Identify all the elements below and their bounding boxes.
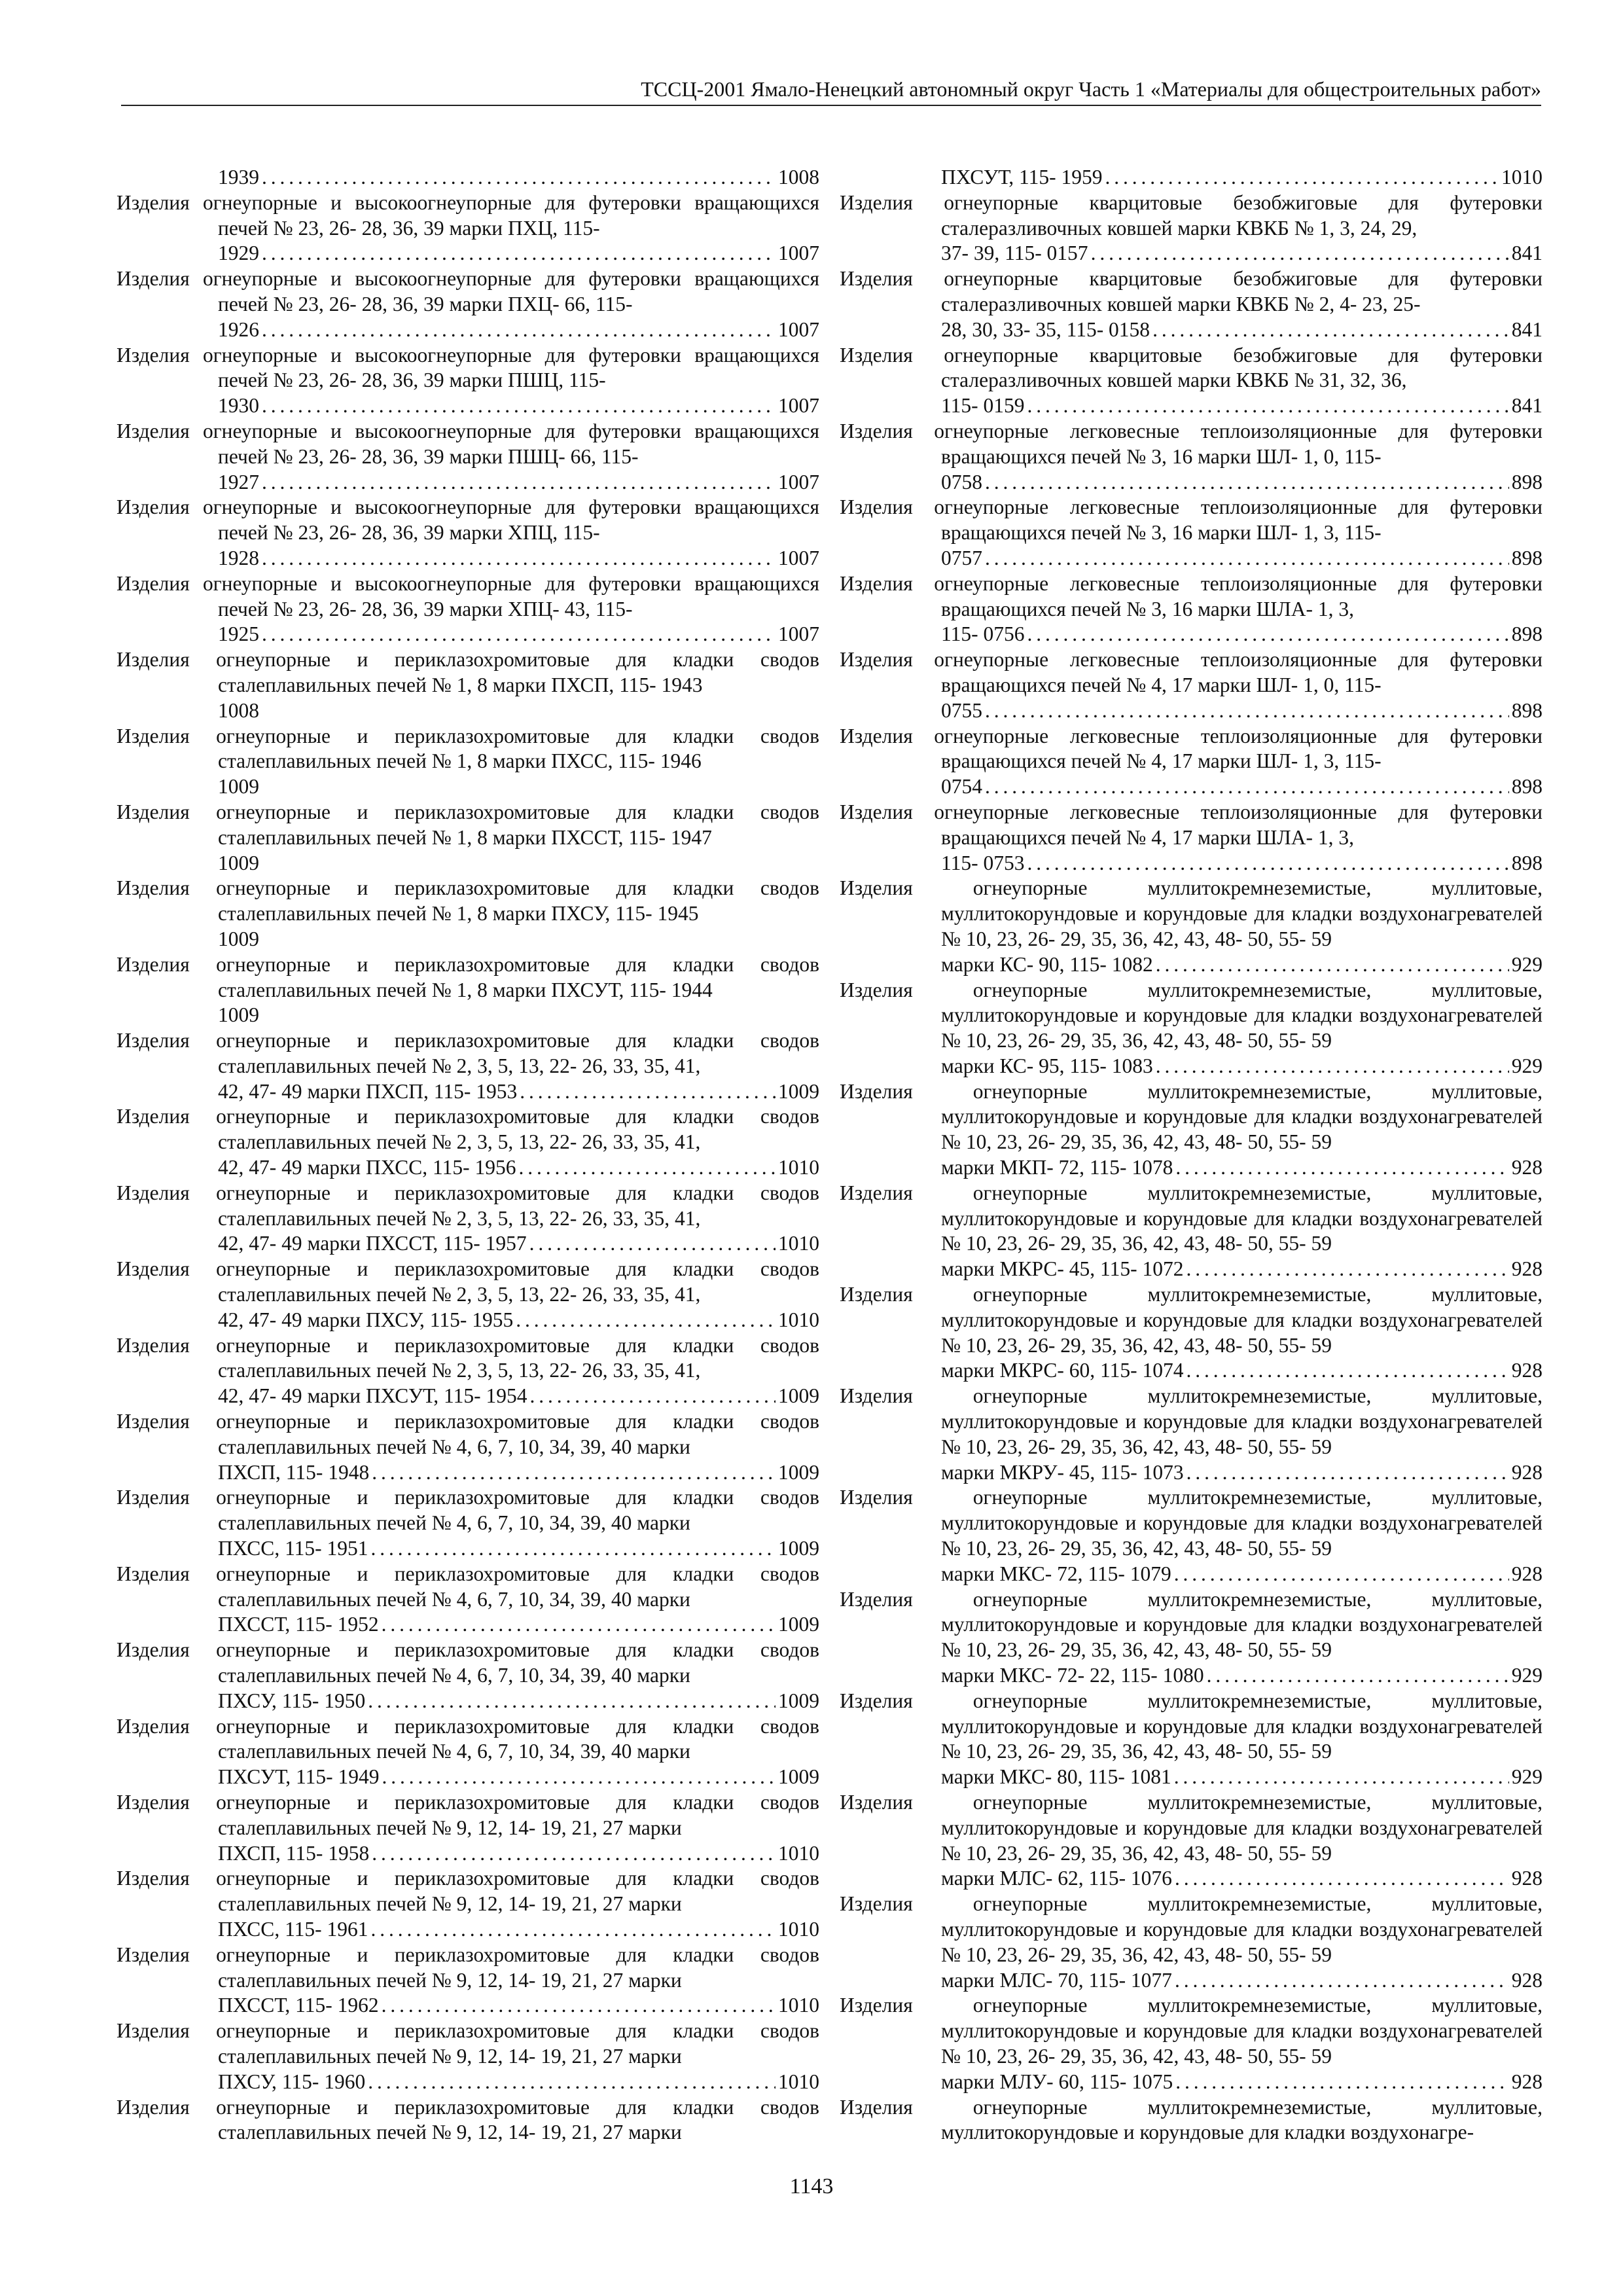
entry-page: 1007 (778, 394, 819, 418)
entry-text: Изделия огнеупорные и периклазохромитовые для кладки сводов сталеплавильных печей № 2, 3, 5, 13, 22- 26, 33, 35, 41, (116, 1333, 819, 1382)
entry-tail: ПХСУ, 115- 1960 (218, 2070, 366, 2093)
entry-page: 1009 (218, 1003, 259, 1027)
entry-tail: 115- 0159 (941, 394, 1025, 418)
entry-page: 1009 (778, 1384, 819, 1408)
entry-leader-line (840, 1460, 1543, 1486)
index-entry (116, 1866, 819, 1942)
entry-text: Изделия огнеупорные легковесные теплоизоляционные для футеровки вращающихся печей № 4, 17 марки ШЛ- 1, 0, 115- (840, 648, 1543, 696)
index-entry (840, 343, 1543, 419)
entry-tail: 0757 (941, 546, 982, 569)
index-entry (116, 647, 819, 723)
entry-text: Изделия огнеупорные и высокоогнеупорные для футеровки вращающихся печей № 23, 26- 28, 36, 39 марки ПШЦ- 66, 115- (116, 419, 819, 468)
entry-text: Изделия огнеупорные и периклазохромитовые для кладки сводов сталеплавильных печей № 2, 3, 5, 13, 22- 26, 33, 35, 41, (116, 1029, 819, 1077)
entry-leader-line (116, 1460, 819, 1486)
dot-leader (1105, 165, 1499, 190)
entry-tail: марки МКРС- 60, 115- 1074 (941, 1359, 1184, 1382)
entry-page: 1010 (778, 2070, 819, 2093)
dot-leader (368, 2070, 776, 2095)
entry-tail: 115- 0753 (941, 851, 1025, 874)
entry-tail: 37- 39, 115- 0157 (941, 242, 1088, 265)
entry-page: 898 (1511, 698, 1543, 722)
entry-text: Изделия огнеупорные и периклазохромитовые для кладки сводов сталеплавильных печей № 1, 8 марки ПХСП, 115- 1943 (116, 648, 819, 696)
entry-tail: марки МЛС- 70, 115- 1077 (941, 1968, 1172, 1992)
index-entry (116, 190, 819, 266)
entry-text: Изделия огнеупорные муллитокремнеземистые, муллитовые, муллитокорундовые и корундовые для кладки воздухонагре- (840, 2095, 1543, 2144)
dot-leader (372, 1460, 776, 1486)
entry-page: 841 (1511, 242, 1543, 265)
entry-text: Изделия огнеупорные муллитокремнеземистые, муллитовые, муллитокорундовые и корундовые для кладки воздухонагревателей № 10, 23, 26- 29, 35, 36, 42, 43, 48- 50, 55- 59 (840, 978, 1543, 1052)
dot-leader (985, 698, 1509, 724)
index-entry (840, 647, 1543, 723)
entry-text: Изделия огнеупорные муллитокремнеземистые, муллитовые, муллитокорундовые и корундовые для кладки воздухонагревателей № 10, 23, 26- 29, 35, 36, 42, 43, 48- 50, 55- 59 (840, 1384, 1543, 1458)
entry-text: Изделия огнеупорные легковесные теплоизоляционные для футеровки вращающихся печей № 4, 17 марки ШЛ- 1, 3, 115- (840, 724, 1543, 773)
entry-leader-line (116, 1384, 819, 1409)
entry-tail: марки КС- 95, 115- 1083 (941, 1054, 1153, 1077)
entry-text: Изделия огнеупорные кварцитовые безобжиговые для футеровки сталеразливочных ковшей марки КВКБ № 31, 32, 36, (840, 343, 1543, 392)
entry-tail: ПХСУТ, 115- 1949 (218, 1765, 380, 1789)
index-entry (116, 1028, 819, 1104)
entry-leader-line (840, 546, 1543, 571)
entry-leader-line (840, 1765, 1543, 1790)
entry-tail: марки МКС- 80, 115- 1081 (941, 1765, 1171, 1789)
entry-page: 1010 (1501, 166, 1543, 188)
entry-text: Изделия огнеупорные муллитокремнеземистые, муллитовые, муллитокорундовые и корундовые для кладки воздухонагревателей № 10, 23, 26- 29, 35, 36, 42, 43, 48- 50, 55- 59 (840, 1994, 1543, 2068)
dot-leader (262, 241, 776, 266)
entry-text: Изделия огнеупорные и периклазохромитовые для кладки сводов сталеплавильных печей № 2, 3, 5, 13, 22- 26, 33, 35, 41, (116, 1257, 819, 1306)
index-entry (116, 876, 819, 952)
index-entry (116, 419, 819, 495)
dot-leader (529, 1384, 776, 1409)
dot-leader (985, 546, 1509, 571)
index-entry (840, 724, 1543, 800)
entry-leader-line (116, 622, 819, 647)
index-entry (840, 1587, 1543, 1689)
entry-text: Изделия огнеупорные и периклазохромитовые для кладки сводов сталеплавильных печей № 4, 6, 7, 10, 34, 39, 40 марки (116, 1562, 819, 1611)
entry-tail: 0755 (941, 698, 982, 722)
index-entry (116, 1790, 819, 1866)
index-entry (840, 1790, 1543, 1892)
entry-text: Изделия огнеупорные кварцитовые безобжиговые для футеровки сталеразливочных ковшей марки КВКБ № 2, 4- 23, 25- (840, 267, 1543, 315)
dot-leader (1186, 1460, 1509, 1486)
entry-page: 1008 (218, 698, 259, 722)
entry-text: Изделия огнеупорные муллитокремнеземистые, муллитовые, муллитокорундовые и корундовые для кладки воздухонагревателей № 10, 23, 26- 29, 35, 36, 42, 43, 48- 50, 55- 59 (840, 1791, 1543, 1865)
entry-tail: 28, 30, 33- 35, 115- 0158 (941, 317, 1150, 341)
dot-leader (1156, 952, 1509, 978)
entry-text: Изделия огнеупорные и периклазохромитовые для кладки сводов сталеплавильных печей № 4, 6, 7, 10, 34, 39, 40 марки (116, 1638, 819, 1687)
entry-tail: 1928 (218, 546, 259, 569)
index-entry (116, 1562, 819, 1638)
dot-leader (1027, 851, 1508, 876)
entry-leader-line (116, 1765, 819, 1790)
entry-page: 1009 (778, 1079, 819, 1103)
dot-leader (529, 1231, 776, 1257)
entry-page: 928 (1511, 2070, 1543, 2093)
entry-page: 928 (1511, 1257, 1543, 1281)
entry-text: Изделия огнеупорные и периклазохромитовые для кладки сводов сталеплавильных печей № 9, 12, 14- 19, 21, 27 марки (116, 1867, 819, 1916)
index-entry (116, 1485, 819, 1561)
index-entry (116, 2018, 819, 2094)
dot-leader (1186, 1358, 1508, 1384)
entry-page: 1010 (778, 1232, 819, 1255)
entry-text: Изделия огнеупорные легковесные теплоизоляционные для футеровки вращающихся печей № 3, 16 марки ШЛА- 1, 3, (840, 571, 1543, 620)
dot-leader (382, 1765, 776, 1790)
entry-page: 928 (1511, 1156, 1543, 1179)
index-entry (840, 876, 1543, 977)
entry-page: 1007 (778, 317, 819, 341)
dot-leader (985, 470, 1509, 495)
entry-tail: 42, 47- 49 марки ПХССТ, 115- 1957 (218, 1232, 527, 1255)
dot-leader (985, 774, 1509, 800)
continuation-entry (116, 165, 819, 190)
entry-text: Изделия огнеупорные легковесные теплоизоляционные для футеровки вращающихся печей № 3, 16 марки ШЛ- 1, 0, 115- (840, 419, 1543, 468)
entry-tail: 42, 47- 49 марки ПХСП, 115- 1953 (218, 1079, 518, 1103)
entry-text: Изделия огнеупорные и периклазохромитовые для кладки сводов сталеплавильных печей № 9, 12, 14- 19, 21, 27 марки (116, 1791, 819, 1839)
entry-text: Изделия огнеупорные муллитокремнеземистые, муллитовые, муллитокорундовые и корундовые для кладки воздухонагревателей № 10, 23, 26- 29, 35, 36, 42, 43, 48- 50, 55- 59 (840, 1283, 1543, 1357)
entry-text: Изделия огнеупорные легковесные теплоизоляционные для футеровки вращающихся печей № 4, 17 марки ШЛА- 1, 3, (840, 800, 1543, 849)
entry-page: 928 (1511, 1460, 1543, 1484)
entry-leader-line (116, 1612, 819, 1638)
entry-page: 1009 (218, 851, 259, 874)
entry-leader-line (840, 241, 1543, 266)
dot-leader (262, 546, 776, 571)
entry-page: 1007 (778, 622, 819, 646)
entry-page: 929 (1511, 1054, 1543, 1077)
entry-text: Изделия огнеупорные муллитокремнеземистые, муллитовые, муллитокорундовые и корундовые для кладки воздухонагревателей № 10, 23, 26- 29, 35, 36, 42, 43, 48- 50, 55- 59 (840, 1079, 1543, 1154)
entry-tail: ПХСС, 115- 1961 (218, 1917, 368, 1941)
entry-text: Изделия огнеупорные и периклазохромитовые для кладки сводов сталеплавильных печей № 4, 6, 7, 10, 34, 39, 40 марки (116, 1410, 819, 1458)
dot-leader (262, 393, 776, 419)
index-entry (116, 1714, 819, 1790)
dot-leader (1175, 2070, 1509, 2095)
entry-page: 1009 (218, 927, 259, 950)
entry-text: Изделия огнеупорные и высокоогнеупорные для футеровки вращающихся печей № 23, 26- 28, 36, 39 марки ХПЦ- 43, 115- (116, 571, 819, 620)
index-entry (840, 1993, 1543, 2094)
entry-leader-line (840, 1968, 1543, 1994)
entry-leader-line (840, 317, 1543, 343)
entry-text: Изделия огнеупорные и высокоогнеупорные для футеровки вращающихся печей № 23, 26- 28, 36, 39 марки ПХЦ- 66, 115- (116, 267, 819, 315)
dot-leader (371, 1536, 776, 1562)
entry-tail: марки МКС- 72- 22, 115- 1080 (941, 1664, 1204, 1687)
dot-leader (1175, 1155, 1508, 1181)
entry-text: Изделия огнеупорные и высокоогнеупорные для футеровки вращающихся печей № 23, 26- 28, 36, 39 марки ПШЦ, 115- (116, 343, 819, 392)
entry-page: 928 (1511, 1867, 1543, 1890)
index-entry (116, 724, 819, 800)
entry-page: 1009 (778, 1765, 819, 1789)
entry-page: 1009 (218, 775, 259, 798)
entry-page: 1010 (778, 1841, 819, 1865)
dot-leader (1091, 241, 1509, 266)
index-entry (116, 800, 819, 876)
entry-text: Изделия огнеупорные и периклазохромитовые для кладки сводов сталеплавильных печей № 4, 6, 7, 10, 34, 39, 40 марки (116, 1486, 819, 1535)
running-header: ТССЦ-2001 Ямало-Ненецкий автономный округ Часть 1 «Материалы для общестроительных работ» (121, 73, 1541, 106)
entry-text: Изделия огнеупорные легковесные теплоизоляционные для футеровки вращающихся печей № 3, 16 марки ШЛ- 1, 3, 115- (840, 495, 1543, 545)
dot-leader (516, 1308, 776, 1333)
entry-page: 898 (1511, 546, 1543, 569)
entry-leader-line (840, 952, 1543, 978)
entry-leader-line (116, 1308, 819, 1333)
dot-leader (1027, 393, 1508, 419)
entry-tail: 42, 47- 49 марки ПХСС, 115- 1956 (218, 1156, 516, 1179)
page-number: 1143 (789, 2174, 834, 2198)
dot-leader (1156, 1054, 1509, 1079)
entry-tail: 1930 (218, 394, 259, 418)
dot-leader (262, 622, 776, 647)
entry-page: 898 (1511, 622, 1543, 646)
entry-leader-line (840, 1358, 1543, 1384)
entry-text: Изделия огнеупорные муллитокремнеземистые, муллитовые, муллитокорундовые и корундовые для кладки воздухонагревателей № 10, 23, 26- 29, 35, 36, 42, 43, 48- 50, 55- 59 (840, 1486, 1543, 1560)
dot-leader (382, 1612, 776, 1638)
entry-leader-line (840, 774, 1543, 800)
entry-tail: марки МЛУ- 60, 115- 1075 (941, 2070, 1173, 2093)
entry-leader-line (116, 1689, 819, 1714)
entry-leader-line (840, 1257, 1543, 1282)
dot-leader (1152, 317, 1509, 343)
dot-leader (1175, 1968, 1509, 1994)
entry-page: 928 (1511, 1359, 1543, 1382)
dot-leader (262, 165, 776, 190)
entry-leader-line (116, 1079, 819, 1105)
entry-page: 1010 (778, 1994, 819, 2017)
entry-page: 928 (1511, 1968, 1543, 1992)
index-entry (116, 1409, 819, 1485)
index-entry (840, 978, 1543, 1079)
entry-tail: марки КС- 90, 115- 1082 (941, 952, 1153, 976)
entry-page: 1009 (778, 1689, 819, 1712)
entry-text: Изделия огнеупорные муллитокремнеземистые, муллитовые, муллитокорундовые и корундовые для кладки воздухонагревателей № 10, 23, 26- 29, 35, 36, 42, 43, 48- 50, 55- 59 (840, 1587, 1543, 1662)
entry-leader-line (840, 851, 1543, 876)
entry-page: 1009 (778, 1613, 819, 1636)
dot-leader (1207, 1663, 1509, 1689)
index-entry (840, 1079, 1543, 1181)
dot-leader (382, 1993, 776, 2018)
entry-page: 1010 (778, 1308, 819, 1331)
index-entry (840, 1892, 1543, 1993)
entry-text: Изделия огнеупорные и периклазохромитовые для кладки сводов сталеплавильных печей № 9, 12, 14- 19, 21, 27 марки (116, 2019, 819, 2068)
entry-tail: ПХСС, 115- 1951 (218, 1537, 368, 1560)
index-entry (840, 800, 1543, 876)
entry-tail: 115- 0756 (941, 622, 1025, 646)
index-entry (116, 1638, 819, 1713)
entry-tail: ПХССТ, 115- 1952 (218, 1613, 379, 1636)
entry-tail: марки МКС- 72, 115- 1079 (941, 1562, 1171, 1585)
entry-leader-line (116, 2070, 819, 2095)
entry-text: Изделия огнеупорные муллитокремнеземистые, муллитовые, муллитокорундовые и корундовые для кладки воздухонагревателей № 10, 23, 26- 29, 35, 36, 42, 43, 48- 50, 55- 59 (840, 876, 1543, 950)
entry-leader-line (116, 470, 819, 495)
entry-page: 929 (1511, 952, 1543, 976)
entry-leader-line (116, 1841, 819, 1867)
entry-page: 1007 (778, 470, 819, 493)
index-entry (840, 1689, 1543, 1790)
entry-page: 928 (1511, 1562, 1543, 1585)
entry-leader-line (840, 1866, 1543, 1892)
index-entry (116, 1104, 819, 1180)
entry-page: 1009 (778, 1537, 819, 1560)
entry-text: Изделия огнеупорные и периклазохромитовые для кладки сводов сталеплавильных печей № 1, 8 марки ПХСС, 115- 1946 (116, 724, 819, 773)
dot-leader (372, 1841, 776, 1867)
entry-page: 841 (1511, 394, 1543, 418)
entry-leader-line (840, 1562, 1543, 1587)
entry-tail: марки МКРУ- 45, 115- 1073 (941, 1460, 1184, 1484)
entry-leader-line (840, 393, 1543, 419)
entry-text: Изделия огнеупорные и периклазохромитовые для кладки сводов сталеплавильных печей № 4, 6, 7, 10, 34, 39, 40 марки (116, 1714, 819, 1763)
entry-tail: 42, 47- 49 марки ПХСУТ, 115- 1954 (218, 1384, 527, 1408)
index-entry (840, 190, 1543, 266)
dot-leader (262, 317, 776, 343)
entry-text: Изделия огнеупорные и периклазохромитовые для кладки сводов сталеплавильных печей № 1, 8 марки ПХССТ, 115- 1947 (116, 800, 819, 849)
dot-leader (368, 1689, 776, 1714)
dot-leader (519, 1155, 776, 1181)
entry-page: 898 (1511, 775, 1543, 798)
entry-text: Изделия огнеупорные и периклазохромитовые для кладки сводов сталеплавильных печей № 9, 12, 14- 19, 21, 27 марки (116, 1943, 819, 1992)
index-entry (116, 1181, 819, 1257)
dot-leader (1027, 622, 1508, 647)
dot-leader (1186, 1257, 1508, 1282)
dot-leader (1175, 1866, 1509, 1892)
entry-page: 898 (1511, 851, 1543, 874)
entry-tail: 1926 (218, 317, 259, 341)
entry-leader-line (116, 241, 819, 266)
index-entry (840, 571, 1543, 647)
index-entry (116, 1257, 819, 1333)
entry-page: 929 (1511, 1664, 1543, 1687)
entry-text: Изделия огнеупорные и периклазохромитовые для кладки сводов сталеплавильных печей № 2, 3, 5, 13, 22- 26, 33, 35, 41, (116, 1181, 819, 1230)
dot-leader (1174, 1765, 1509, 1790)
index-entry (840, 266, 1543, 342)
index-entry (116, 1333, 819, 1409)
entry-page: 1008 (778, 166, 819, 188)
entry-page: 1010 (778, 1917, 819, 1941)
entry-leader-line (116, 546, 819, 571)
entry-leader-line (840, 1054, 1543, 1079)
entry-leader-line (116, 393, 819, 419)
entry-tail: ПХСУТ, 115- 1959 (941, 166, 1103, 188)
entry-page: 841 (1511, 317, 1543, 341)
entry-text: Изделия огнеупорные муллитокремнеземистые, муллитовые, муллитокорундовые и корундовые для кладки воздухонагревателей № 10, 23, 26- 29, 35, 36, 42, 43, 48- 50, 55- 59 (840, 1181, 1543, 1255)
index-entry (840, 1485, 1543, 1587)
entry-text: Изделия огнеупорные и высокоогнеупорные для футеровки вращающихся печей № 23, 26- 28, 36, 39 марки ПХЦ, 115- (116, 190, 819, 240)
index-entry (840, 419, 1543, 495)
entry-leader-line (116, 317, 819, 343)
index-column-left (116, 165, 819, 2145)
entry-page: 929 (1511, 1765, 1543, 1789)
index-entry (116, 266, 819, 342)
index-entry (116, 343, 819, 419)
index-entry (840, 495, 1543, 571)
index-entry (116, 1943, 819, 2018)
entry-text: Изделия огнеупорные кварцитовые безобжиговые для футеровки сталеразливочных ковшей марки КВКБ № 1, 3, 24, 29, (840, 190, 1543, 240)
entry-tail: марки МЛС- 62, 115- 1076 (941, 1867, 1172, 1890)
entry-leader-line (116, 1917, 819, 1943)
index-entry (116, 495, 819, 571)
entry-leader-line (116, 1155, 819, 1181)
entry-tail: 42, 47- 49 марки ПХСУ, 115- 1955 (218, 1308, 514, 1331)
entry-tail: марки МКРС- 45, 115- 1072 (941, 1257, 1184, 1281)
entry-tail: 1925 (218, 622, 259, 646)
entry-tail: ПХССТ, 115- 1962 (218, 1994, 379, 2017)
index-entry (840, 1384, 1543, 1485)
entry-tail: 1939 (218, 166, 259, 188)
entry-page: 898 (1511, 470, 1543, 493)
entry-leader-line (840, 2070, 1543, 2095)
entry-tail: 0754 (941, 775, 982, 798)
entry-text: Изделия огнеупорные и периклазохромитовые для кладки сводов сталеплавильных печей № 2, 3, 5, 13, 22- 26, 33, 35, 41, (116, 1105, 819, 1154)
index-column-right (840, 165, 1543, 2145)
entry-tail: ПХСП, 115- 1958 (218, 1841, 370, 1865)
index-entry (840, 1181, 1543, 1282)
entry-leader-line (116, 1231, 819, 1257)
entry-tail: марки МКП- 72, 115- 1078 (941, 1156, 1173, 1179)
entry-tail: 1927 (218, 470, 259, 493)
index-entry (116, 952, 819, 1028)
entry-leader-line (840, 1155, 1543, 1181)
entry-text: Изделия огнеупорные и высокоогнеупорные для футеровки вращающихся печей № 23, 26- 28, 36, 39 марки ХПЦ, 115- (116, 495, 819, 545)
entry-leader-line (840, 622, 1543, 647)
continuation-entry (840, 165, 1543, 190)
entry-text: Изделия огнеупорные и периклазохромитовые для кладки сводов сталеплавильных печей № 1, 8 марки ПХСУТ, 115- 1944 (116, 952, 819, 1001)
entry-page: 1007 (778, 546, 819, 569)
dot-leader (371, 1917, 776, 1943)
entry-page: 1010 (778, 1156, 819, 1179)
entry-text: Изделия огнеупорные муллитокремнеземистые, муллитовые, муллитокорундовые и корундовые для кладки воздухонагревателей № 10, 23, 26- 29, 35, 36, 42, 43, 48- 50, 55- 59 (840, 1892, 1543, 1966)
entry-text: Изделия огнеупорные и периклазохромитовые для кладки сводов сталеплавильных печей № 9, 12, 14- 19, 21, 27 марки (116, 2095, 819, 2144)
entry-text: Изделия огнеупорные муллитокремнеземистые, муллитовые, муллитокорундовые и корундовые для кладки воздухонагревателей № 10, 23, 26- 29, 35, 36, 42, 43, 48- 50, 55- 59 (840, 1689, 1543, 1763)
dot-leader (520, 1079, 776, 1105)
entry-leader-line (116, 1536, 819, 1562)
index-entry (116, 571, 819, 647)
index-entry (840, 1282, 1543, 1384)
entry-leader-line (840, 470, 1543, 495)
entry-text: Изделия огнеупорные и периклазохромитовые для кладки сводов сталеплавильных печей № 1, 8 марки ПХСУ, 115- 1945 (116, 876, 819, 925)
entry-page: 1009 (778, 1460, 819, 1484)
entry-tail: ПХСУ, 115- 1950 (218, 1689, 366, 1712)
entry-tail: ПХСП, 115- 1948 (218, 1460, 370, 1484)
entry-tail: 0758 (941, 470, 982, 493)
entry-leader-line (116, 1993, 819, 2018)
dot-leader (1174, 1562, 1509, 1587)
entry-page: 1007 (778, 242, 819, 265)
dot-leader (262, 470, 776, 495)
entry-leader-line (840, 698, 1543, 724)
entry-tail: 1929 (218, 242, 259, 265)
entry-leader-line (840, 1663, 1543, 1689)
